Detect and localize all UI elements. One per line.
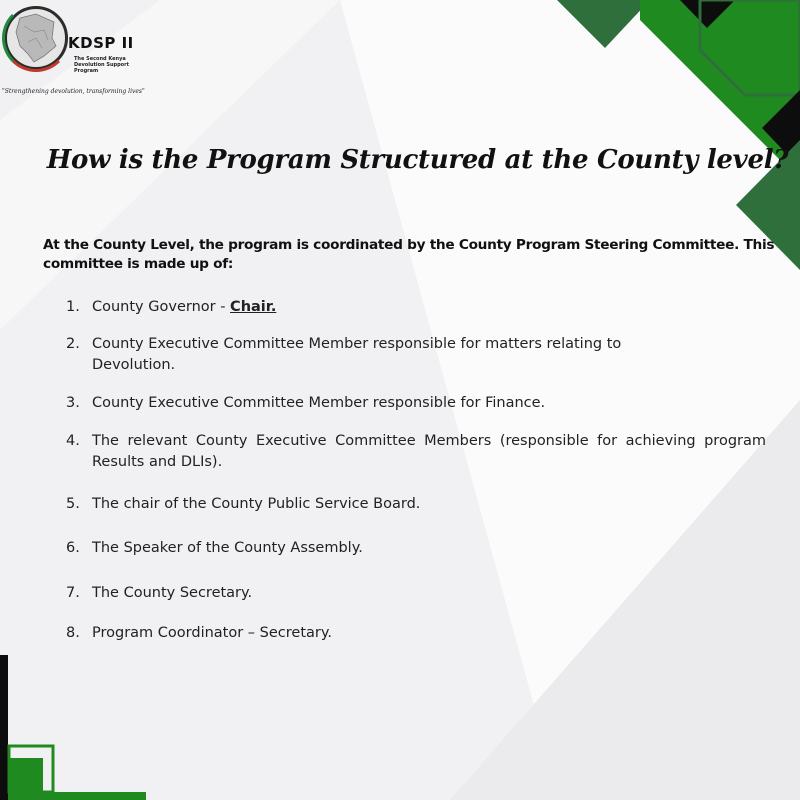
intro-text: At the County Level, the program is coordinated by the County Program Steering Committee. This committee is made up of: [43, 237, 775, 272]
list-item-text: The chair of the County Public Service Board. [92, 496, 421, 512]
logo-title: KDSP II [68, 34, 134, 52]
list-item [66, 431, 766, 473]
kenya-map-icon [14, 12, 58, 64]
list-item-number: 8. [66, 625, 80, 641]
list-item [66, 623, 766, 644]
bottom-green-square [9, 758, 43, 792]
kdsp-logo [0, 0, 145, 100]
list-item-text: The County Secretary. [92, 585, 253, 601]
list-item-number: 6. [66, 540, 80, 556]
list-item-number: 2. [66, 336, 80, 352]
list-item [66, 538, 766, 559]
list-item-text: County Executive Committee Member responsible for matters relating to Devolution. [92, 336, 622, 373]
list-item-number: 4. [66, 433, 80, 449]
list-item-text: County Governor - [92, 299, 231, 315]
logo-subtitle: The Second Kenya Devolution Support Program [74, 56, 129, 74]
logo-tagline: "Strengthening devolution, transforming lives" [2, 88, 145, 95]
list-item [66, 297, 766, 318]
bottom-black-bar-vertical [0, 655, 8, 800]
list-item [66, 334, 766, 376]
list-item [66, 494, 766, 515]
list-item-number: 7. [66, 585, 80, 601]
list-item-number: 3. [66, 395, 80, 411]
chair-label: Chair. [230, 299, 277, 315]
list-item-text: The Speaker of the County Assembly. [92, 540, 363, 556]
list-item-number: 1. [66, 299, 80, 315]
list-item-number: 5. [66, 496, 80, 512]
list-item-text: The relevant County Executive Committee Members (responsible for achieving program Results and DLIs). [92, 433, 766, 470]
list-item [66, 583, 766, 604]
list-item [66, 393, 766, 414]
list-item-text: Program Coordinator – Secretary. [92, 625, 332, 641]
list-item-text: County Executive Committee Member responsible for Finance. [92, 395, 546, 411]
page-title: How is the Program Structured at the County level? [46, 145, 789, 175]
